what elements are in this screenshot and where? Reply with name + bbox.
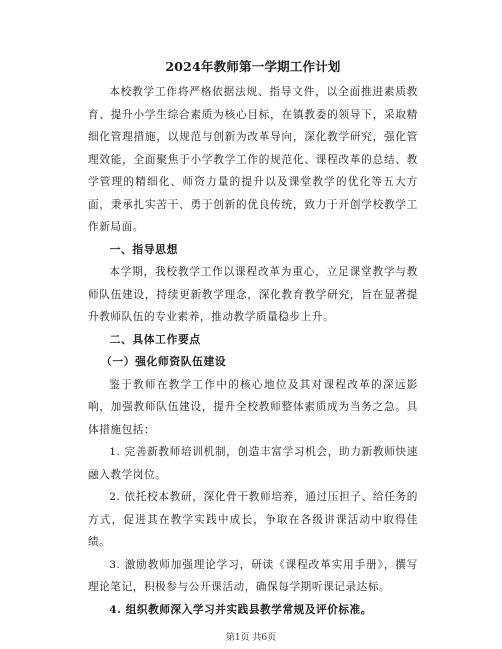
page-number-footer: 第1页 共6页 [225, 633, 277, 643]
list-item-4: 4. 组织教师深入学习并实践县教学常规及评价标准。 [109, 603, 372, 616]
teacher-team-paragraph: 鉴于教师在教学工作中的核心地位及其对课程改革的深远影响，加强教师队伍建设，提升全校教师整体素质成为当务之急。具体措施包括： [88, 378, 418, 436]
section-heading-work-points: 二、具体工作要点 [109, 332, 201, 346]
intro-paragraph: 本校教学工作将严格依据法规、指导文件，以全面推进素质教育、提升小学生综合素质为核心目标，在镇教委的领导下，采取精细化管理措施，以规范与创新为改革导向，深化教学研究，强化管理效能，全面聚焦于小学教学工作的规范化、课程改革的总结、教学管理的精细化、师资力量的提升以及课堂教学的优化等五大方面，秉承扎实苦干、勇于创新的优良传统，致力于开创学校教学工作新局面。 [88, 86, 418, 233]
document-title: 2024年教师第一学期工作计划 [165, 59, 341, 74]
list-item-3: 3. 激励教师加强理论学习，研读《课程改革实用手册》，撰写理论笔记，积极参与公开课活动，确保每学期听课记录达标。 [88, 558, 418, 593]
section-heading-guiding-ideology: 一、指导思想 [109, 242, 178, 256]
guiding-ideology-paragraph: 本学期，我校教学工作以课程改革为重心，立足课堂教学与教师队伍建设，持续更新教学理念，深化教育教学研究，旨在显著提升教师队伍的专业素养，推动教学质量稳步上升。 [88, 266, 418, 323]
list-item-1: 1. 完善新教师培训机制，创造丰富学习机会，助力新教师快速融入教学岗位。 [88, 446, 418, 481]
document-body [88, 58, 418, 621]
subsection-heading-teacher-team: （一）强化师资队伍建设 [100, 355, 227, 368]
list-item-2: 2. 依托校本教研，深化骨干教师培养，通过压担子、给任务的方式，促进其在教学实践中成长，争取在各级讲课活动中取得佳绩。 [88, 491, 418, 548]
